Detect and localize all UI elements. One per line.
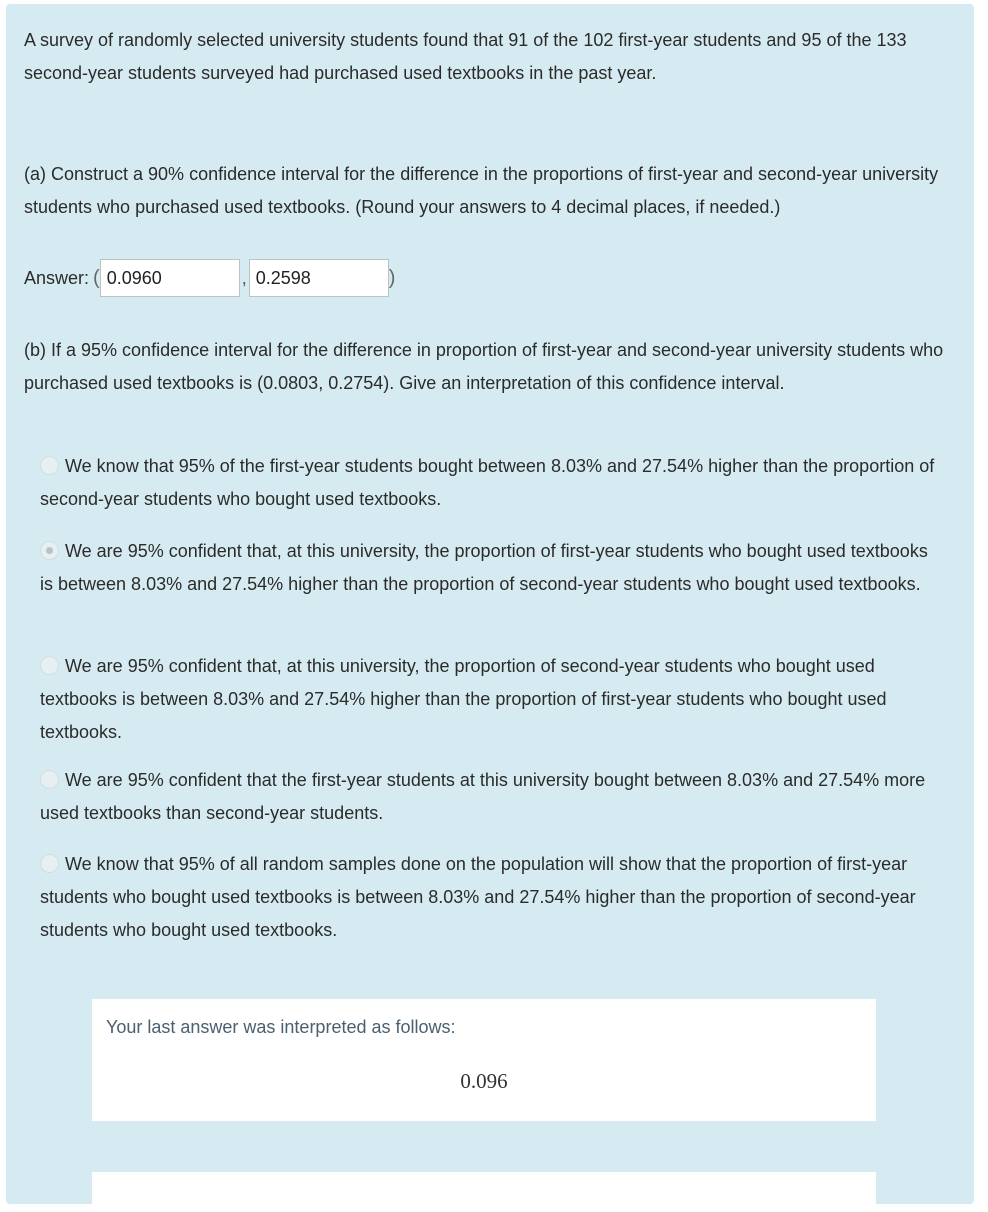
option-5[interactable]	[40, 848, 940, 947]
option-3[interactable]	[40, 650, 940, 749]
option-1[interactable]	[40, 450, 940, 516]
option-4[interactable]	[40, 764, 940, 830]
open-paren: (	[93, 266, 100, 289]
answer-feedback-box	[92, 999, 876, 1121]
upper-bound-input[interactable]	[249, 259, 389, 297]
option-5-text: We know that 95% of all random samples done on the population will show that the proportion of first-year students who bought used textbooks is between 8.03% and 27.54% higher than the proportion of second-year students who bought used textbooks.	[40, 854, 916, 940]
interval-separator: ,	[241, 267, 247, 288]
option-4-radio[interactable]	[40, 770, 59, 789]
close-paren: )	[388, 266, 396, 289]
option-2[interactable]	[40, 535, 940, 601]
feedback-value: 0.096	[460, 1069, 508, 1093]
question-panel	[6, 4, 974, 1204]
question-intro: A survey of randomly selected university students found that 91 of the 102 first-year students and 95 of the 133 second-year students surveyed had purchased used textbooks in the past year.	[24, 30, 907, 83]
option-1-radio[interactable]	[40, 456, 59, 475]
part-a-answer-row	[24, 256, 395, 300]
lower-bound-input[interactable]	[100, 259, 240, 297]
answer-label: Answer:	[24, 267, 90, 288]
option-5-radio[interactable]	[40, 854, 59, 873]
part-a-prompt: (a) Construct a 90% confidence interval for the difference in the proportions of first-year and second-year university students who purchased used textbooks. (Round your answers to 4 decimal places, if needed.)	[24, 164, 939, 217]
option-2-text: We are 95% confident that, at this university, the proportion of first-year students who bought used textbooks is between 8.03% and 27.54% higher than the proportion of second-year students who bought used textbooks.	[40, 541, 928, 594]
part-b-prompt: (b) If a 95% confidence interval for the difference in proportion of first-year and second-year university students who purchased used textbooks is (0.0803, 0.2754). Give an interpretation of this confidence interval.	[24, 340, 944, 393]
second-feedback-box	[92, 1172, 876, 1212]
feedback-note: Your last answer was interpreted as follows:	[106, 1017, 456, 1037]
option-3-radio[interactable]	[40, 656, 59, 675]
option-3-text: We are 95% confident that, at this university, the proportion of second-year students who bought used textbooks is between 8.03% and 27.54% higher than the proportion of first-year students who bought used textbooks.	[40, 656, 887, 742]
option-1-text: We know that 95% of the first-year students bought between 8.03% and 27.54% higher than the proportion of second-year students who bought used textbooks.	[40, 456, 935, 509]
option-2-radio[interactable]	[40, 541, 59, 560]
option-4-text: We are 95% confident that the first-year students at this university bought between 8.03% and 27.54% more used textbooks than second-year students.	[40, 770, 926, 823]
